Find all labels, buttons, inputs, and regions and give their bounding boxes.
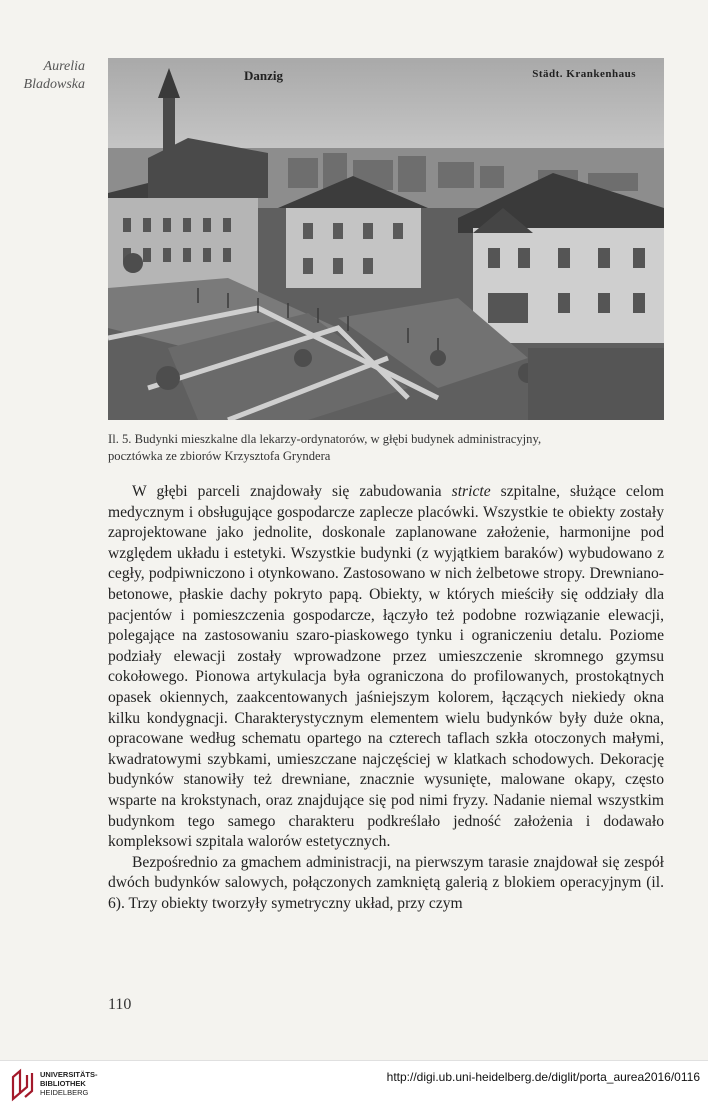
caption-line: Il. 5. Budynki mieszkalne dla lekarzy-ordynatorów, w głębi budynek administracyjny,: [108, 432, 542, 446]
caption-line: pocztówka ze zbiorów Krzysztofa Gryndera: [108, 449, 331, 463]
library-name-line: HEIDELBERG: [40, 1088, 89, 1097]
paragraph: [108, 482, 664, 853]
author-last-name: Bladowska: [23, 77, 85, 92]
library-name-line: UNIVERSITÄTS-: [40, 1070, 98, 1079]
library-name-line: BIBLIOTHEK: [40, 1079, 86, 1088]
page-number: 110: [108, 996, 132, 1013]
photo-label-hospital: Städt. Krankenhaus: [532, 68, 636, 80]
paragraph-text: szpitalne, służące celom medycznym i obsługujące gospodarcze zaplecze placówki. Wszystkie te obiekty zostały zaprojektowane jako jednolite, doskonale zaplanowane założenie, harmonijne pod względem układu i estetyki. Wszystkie budynki (z wyjątkiem baraków) wybudowano z cegły, podpiwniczono i otynkowano. Zastosowano w nich żelbetowe stropy. Drewniano-betonowe, płaskie dachy pokryto papą. Obiekty, w których mieściły się oddziały dla pacjentów i pomieszczenia gospodarcze, łączyło też podobne rozwiązanie elewacji, polegające na zastosowaniu szaro-piaskowego tynku i ograniczeniu detalu. Poziome podziały elewacji zostały wprowadzone przez umieszczenie skromnego gzymsu cokołowego. Pionowa artykulacja była ograniczona do profilowanych, prostokątnych opasek okiennych, zaakcentowanych jaśniejszym kolorem, łączących niekiedy okna kilku kondygnacji. Charakterystycznym elementem wielu budynków były duże okna, opracowane według schematu opartego na czterech taflach szkła otoczonych małymi, kwadratowymi szybkami, umieszczane najczęściej w klatkach schodowych. Dekorację budynków stanowiły też drewniane, znacznie wysunięte, malowane okapy, często wsparte na krokstynach, oraz znajdujące się pod nimi fryzy. Nadanie niemal wszystkim budynkom tego samego charakteru podkreślało jedność założenia i dodawało kompleksowi szpitala walorów estetycznych.: [108, 483, 664, 851]
paragraph-text: W głębi parceli znajdowały się zabudowania: [132, 483, 452, 500]
library-name: [40, 1070, 98, 1097]
postcard-photo: [108, 58, 664, 420]
paragraph: Bezpośrednio za gmachem administracji, na pierwszym tarasie znajdował się zespół dwóch budynków salowych, połączonych zamkniętą galerią z blokiem operacyjnym (il. 6). Trzy obiekty tworzyły symetryczny układ, przy czym: [108, 853, 664, 912]
italic-term: stricte: [451, 483, 491, 500]
body-text: [108, 482, 664, 914]
university-library-logo-icon: [8, 1067, 38, 1103]
author-first-name: Aurelia: [43, 59, 85, 74]
photo-label-danzig: Danzig: [244, 68, 283, 83]
viewer-footer: [0, 1060, 708, 1112]
permalink-url[interactable]: http://digi.ub.uni-heidelberg.de/diglit/porta_aurea2016/0116: [386, 1070, 700, 1084]
photo-illustration: [108, 58, 664, 420]
figure-caption: [108, 431, 664, 465]
running-head-author: [0, 58, 85, 94]
